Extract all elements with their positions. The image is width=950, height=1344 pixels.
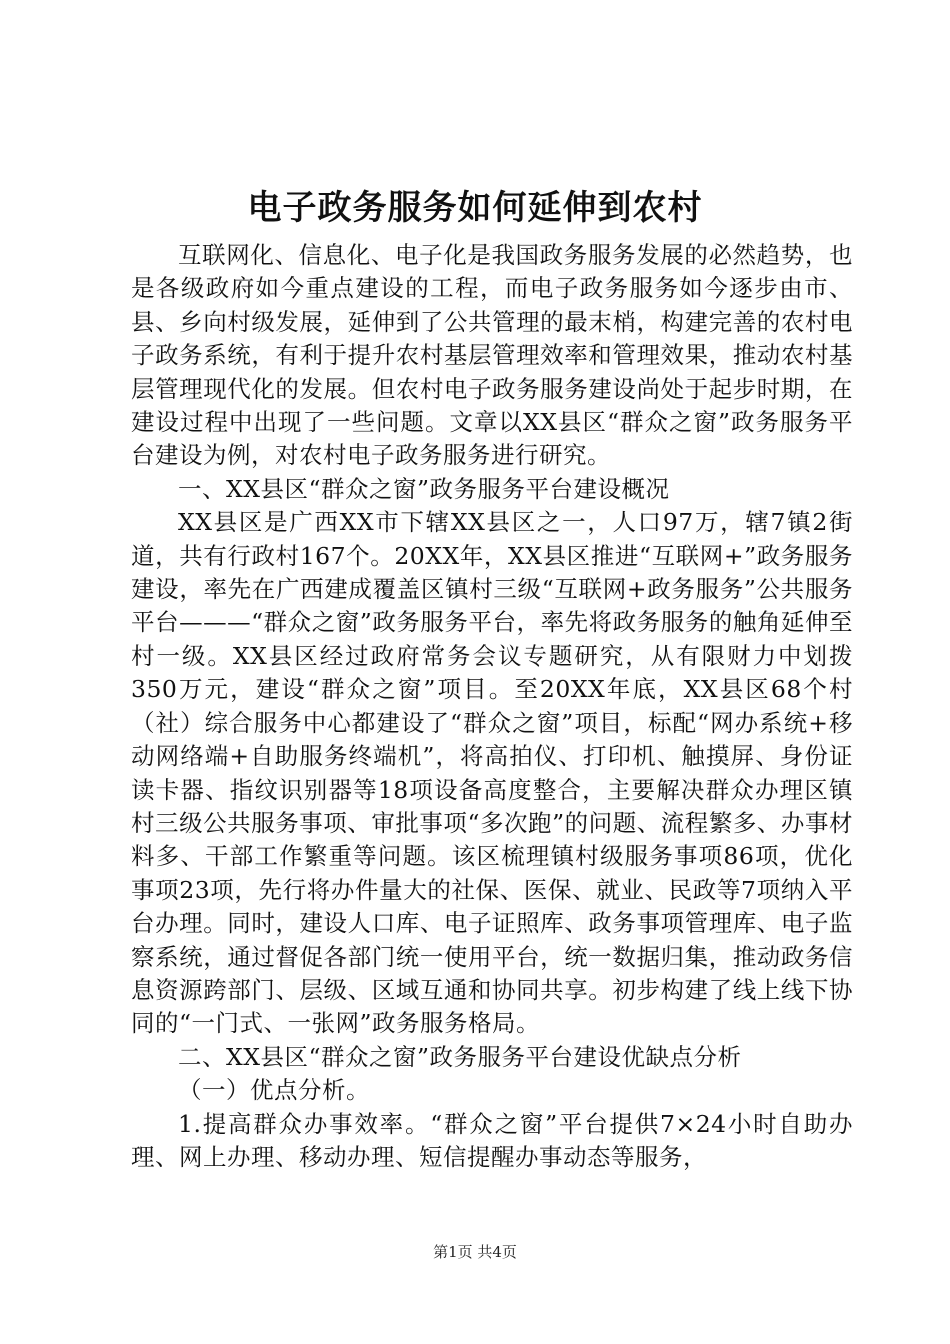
paragraph-intro: 互联网化、信息化、电子化是我国政务服务发展的必然趋势，也是各级政府如今重点建设的工程，而电子政务服务如今逐步由市、县、乡向村级发展，延伸到了公共管理的最末梢，构建完善的农村电子政务系统，有利于提升农村基层管理效率和管理效果，推动农村基层管理现代化的发展。但农村电子政务服务建设尚处于起步时期，在建设过程中出现了一些问题。文章以XX县区“群众之窗”政务服务平台建设为例，对农村电子政务服务进行研究。 [131,241,853,470]
paragraph-efficiency: 1.提高群众办事效率。“群众之窗”平台提供7×24小时自助办理、网上办理、移动办理、短信提醒办事动态等服务， [131,1109,853,1171]
paragraph-overview: XX县区是广西XX市下辖XX县区之一，人口97万，辖7镇2街道，共有行政村167个。20XX年，XX县区推进“互联网+”政务服务建设，率先在广西建成覆盖区镇村三级“互联网+政务服务”公共服务平台———“群众之窗”政务服务平台，率先将政务服务的触角延伸至村一级。XX县区经过政府常务会议专题研究，从有限财力中划拨350万元，建设“群众之窗”项目。至20XX年底，XX县区68个村（社）综合服务中心都建设了“群众之窗”项目，标配“网办系统+移动网络端+自助服务终端机”，将高拍仪、打印机、触摸屏、身份证读卡器、指纹识别器等18项设备高度整合，主要解决群众办理区镇村三级公共服务事项、审批事项“多次跑”的问题、流程繁多、办事材料多、干部工作繁重等问题。该区梳理镇村级服务事项86项，优化事项23项，先行将办件量大的社保、医保、就业、民政等7项纳入平台办理。同时，建设人口库、电子证照库、政务事项管理库、电子监察系统，通过督促各部门统一使用平台，统一数据归集，推动政务信息资源跨部门、层级、区域互通和协同共享。初步构建了线上线下协同的“一门式、一张网”政务服务格局。 [131,508,853,1038]
document-body [131,239,853,1174]
section-heading-1: 一、XX县区“群众之窗”政务服务平台建设概况 [178,474,670,503]
page-title: 电子政务服务如何延伸到农村 [247,188,703,228]
page-number-footer: 第1页 共4页 [433,1243,517,1261]
section-heading-2: 二、XX县区“群众之窗”政务服务平台建设优缺点分析 [178,1042,742,1071]
subsection-heading: （一）优点分析。 [178,1076,370,1105]
